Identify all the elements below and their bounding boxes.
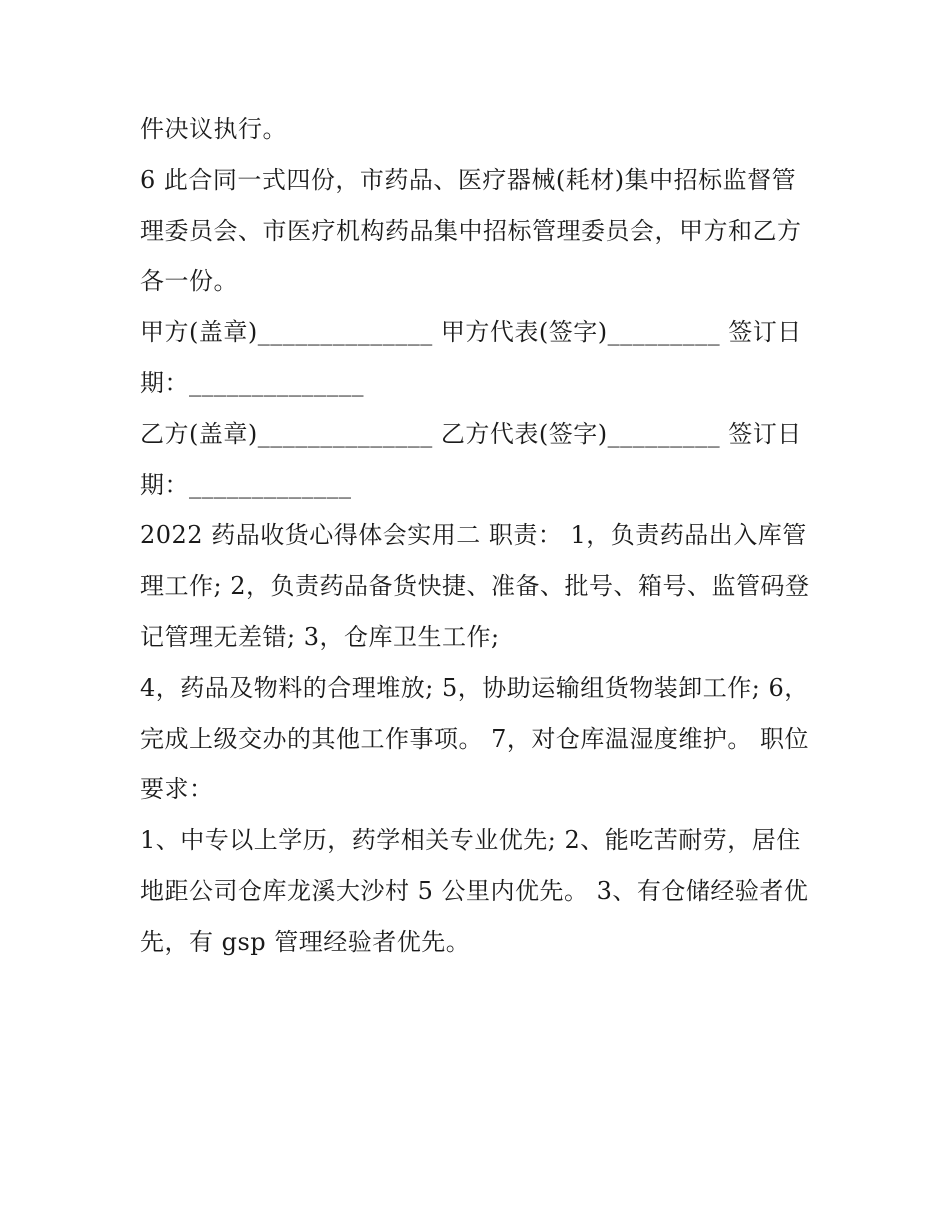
text-line: 要求： [140, 775, 214, 804]
text-line: 完成上级交办的其他工作事项。 7，对仓库温湿度维护。 职位 [140, 724, 810, 753]
document-body [140, 104, 820, 968]
text-line: 地距公司仓库龙溪大沙村 5 公里内优先。 3、有仓储经验者优 [140, 876, 809, 905]
text-line: 理委员会、市医疗机构药品集中招标管理委员会，甲方和乙方 [140, 216, 802, 245]
text-line: 记管理无差错; 3，仓库卫生工作; [140, 622, 500, 651]
date-line-party-b: 期：_____________ [140, 470, 352, 499]
text-line: 4，药品及物料的合理堆放; 5，协助运输组货物装卸工作; 6， [140, 673, 809, 702]
text-line: 先，有 gsp 管理经验者优先。 [140, 927, 471, 956]
date-line-party-a: 期：______________ [140, 368, 364, 397]
text-line: 1、中专以上学历，药学相关专业优先; 2、能吃苦耐劳，居住 [140, 826, 801, 855]
text-line: 理工作; 2，负责药品备货快捷、准备、批号、箱号、监管码登 [140, 572, 810, 601]
text-line: 2022 药品收货心得体会实用二 职责： 1，负责药品出入库管 [140, 521, 807, 550]
text-line: 件决议执行。 [140, 115, 287, 143]
signature-line-party-b: 乙方(盖章)______________ 乙方代表(签字)_________ 签订日 [140, 419, 802, 448]
text-line: 6 此合同一式四份，市药品、医疗器械(耗材)集中招标监督管 [140, 165, 797, 194]
signature-line-party-a: 甲方(盖章)______________ 甲方代表(签字)_________ 签订日 [140, 318, 802, 347]
text-line: 各一份。 [140, 267, 238, 296]
